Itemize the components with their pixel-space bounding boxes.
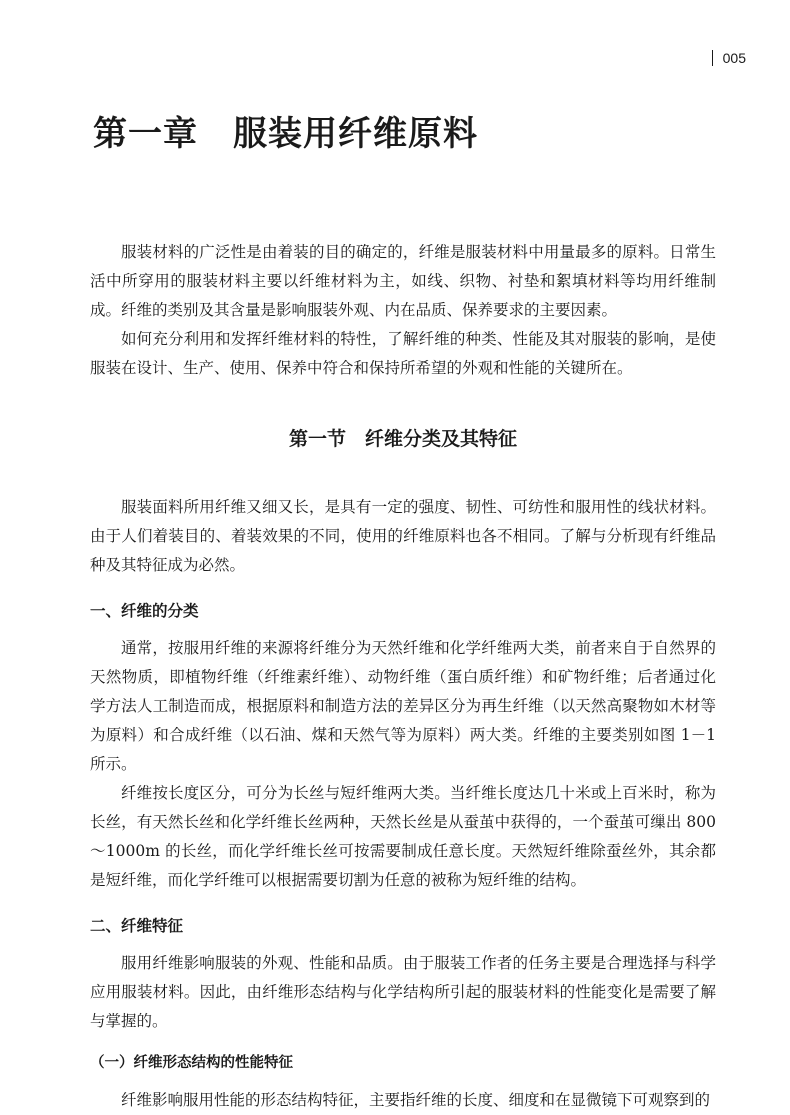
subsection-heading-classification: 一、纤维的分类: [90, 602, 199, 620]
page-header: [712, 50, 746, 66]
page-number: 005: [722, 50, 746, 66]
header-divider: [712, 50, 713, 66]
classification-paragraph-2: 纤维按长度区分，可分为长丝与短纤维两大类。当纤维长度达几十米或上百米时，称为长丝，有天然长丝和化学纤维长丝两种，天然长丝是从蚕茧中获得的，一个蚕茧可缫出 800～1000m 的长丝，而化学纤维长丝可按需要制成任意长度。天然短纤维除蚕丝外，其余都是短纤维，而化学纤维可以根据需要切割为任意的被称为短纤维的结构。: [90, 784, 716, 889]
morphology-paragraph-1: 纤维影响服用性能的形态结构特征，主要指纤维的长度、细度和在显微镜下可观察到的: [121, 1091, 711, 1109]
classification-paragraph-1: 通常，按服用纤维的来源将纤维分为天然纤维和化学纤维两大类，前者来自于自然界的天然物质，即植物纤维（纤维素纤维）、动物纤维（蛋白质纤维）和矿物纤维；后者通过化学方法人工制造而成，根据原料和制造方法的差异区分为再生纤维（以天然高聚物如木材等为原料）和合成纤维（以石油、煤和天然气等为原料）两大类。纤维的主要类别如图 1－1 所示。: [90, 639, 716, 773]
page-body: [90, 238, 716, 1115]
subsection-heading-characteristics: 二、纤维特征: [90, 917, 184, 935]
intro-paragraph-1: 服装材料的广泛性是由着装的目的确定的，纤维是服装材料中用量最多的原料。日常生活中所穿用的服装材料主要以纤维材料为主，如线、织物、衬垫和絮填材料等均用纤维制成。纤维的类别及其含量是影响服装外观、内在品质、保养要求的主要因素。: [90, 243, 716, 319]
section-intro-paragraph: 服装面料所用纤维又细又长，是具有一定的强度、韧性、可纺性和服用性的线状材料。由于人们着装目的、着装效果的不同，使用的纤维原料也各不相同。了解与分析现有纤维品种及其特征成为必然。: [90, 498, 716, 574]
section-title: 第一节 纤维分类及其特征: [288, 428, 517, 450]
subsubsection-heading-morphology: （一）纤维形态结构的性能特征: [90, 1055, 293, 1071]
characteristics-paragraph-1: 服用纤维影响服装的外观、性能和品质。由于服装工作者的任务主要是合理选择与科学应用服装材料。因此，由纤维形态结构与化学结构所引起的服装材料的性能变化是需要了解与掌握的。: [90, 954, 716, 1030]
chapter-title: 第一章 服装用纤维原料: [93, 114, 478, 154]
intro-paragraph-2: 如何充分利用和发挥纤维材料的特性，了解纤维的种类、性能及其对服装的影响，是使服装在设计、生产、使用、保养中符合和保持所希望的外观和性能的关键所在。: [90, 330, 716, 377]
